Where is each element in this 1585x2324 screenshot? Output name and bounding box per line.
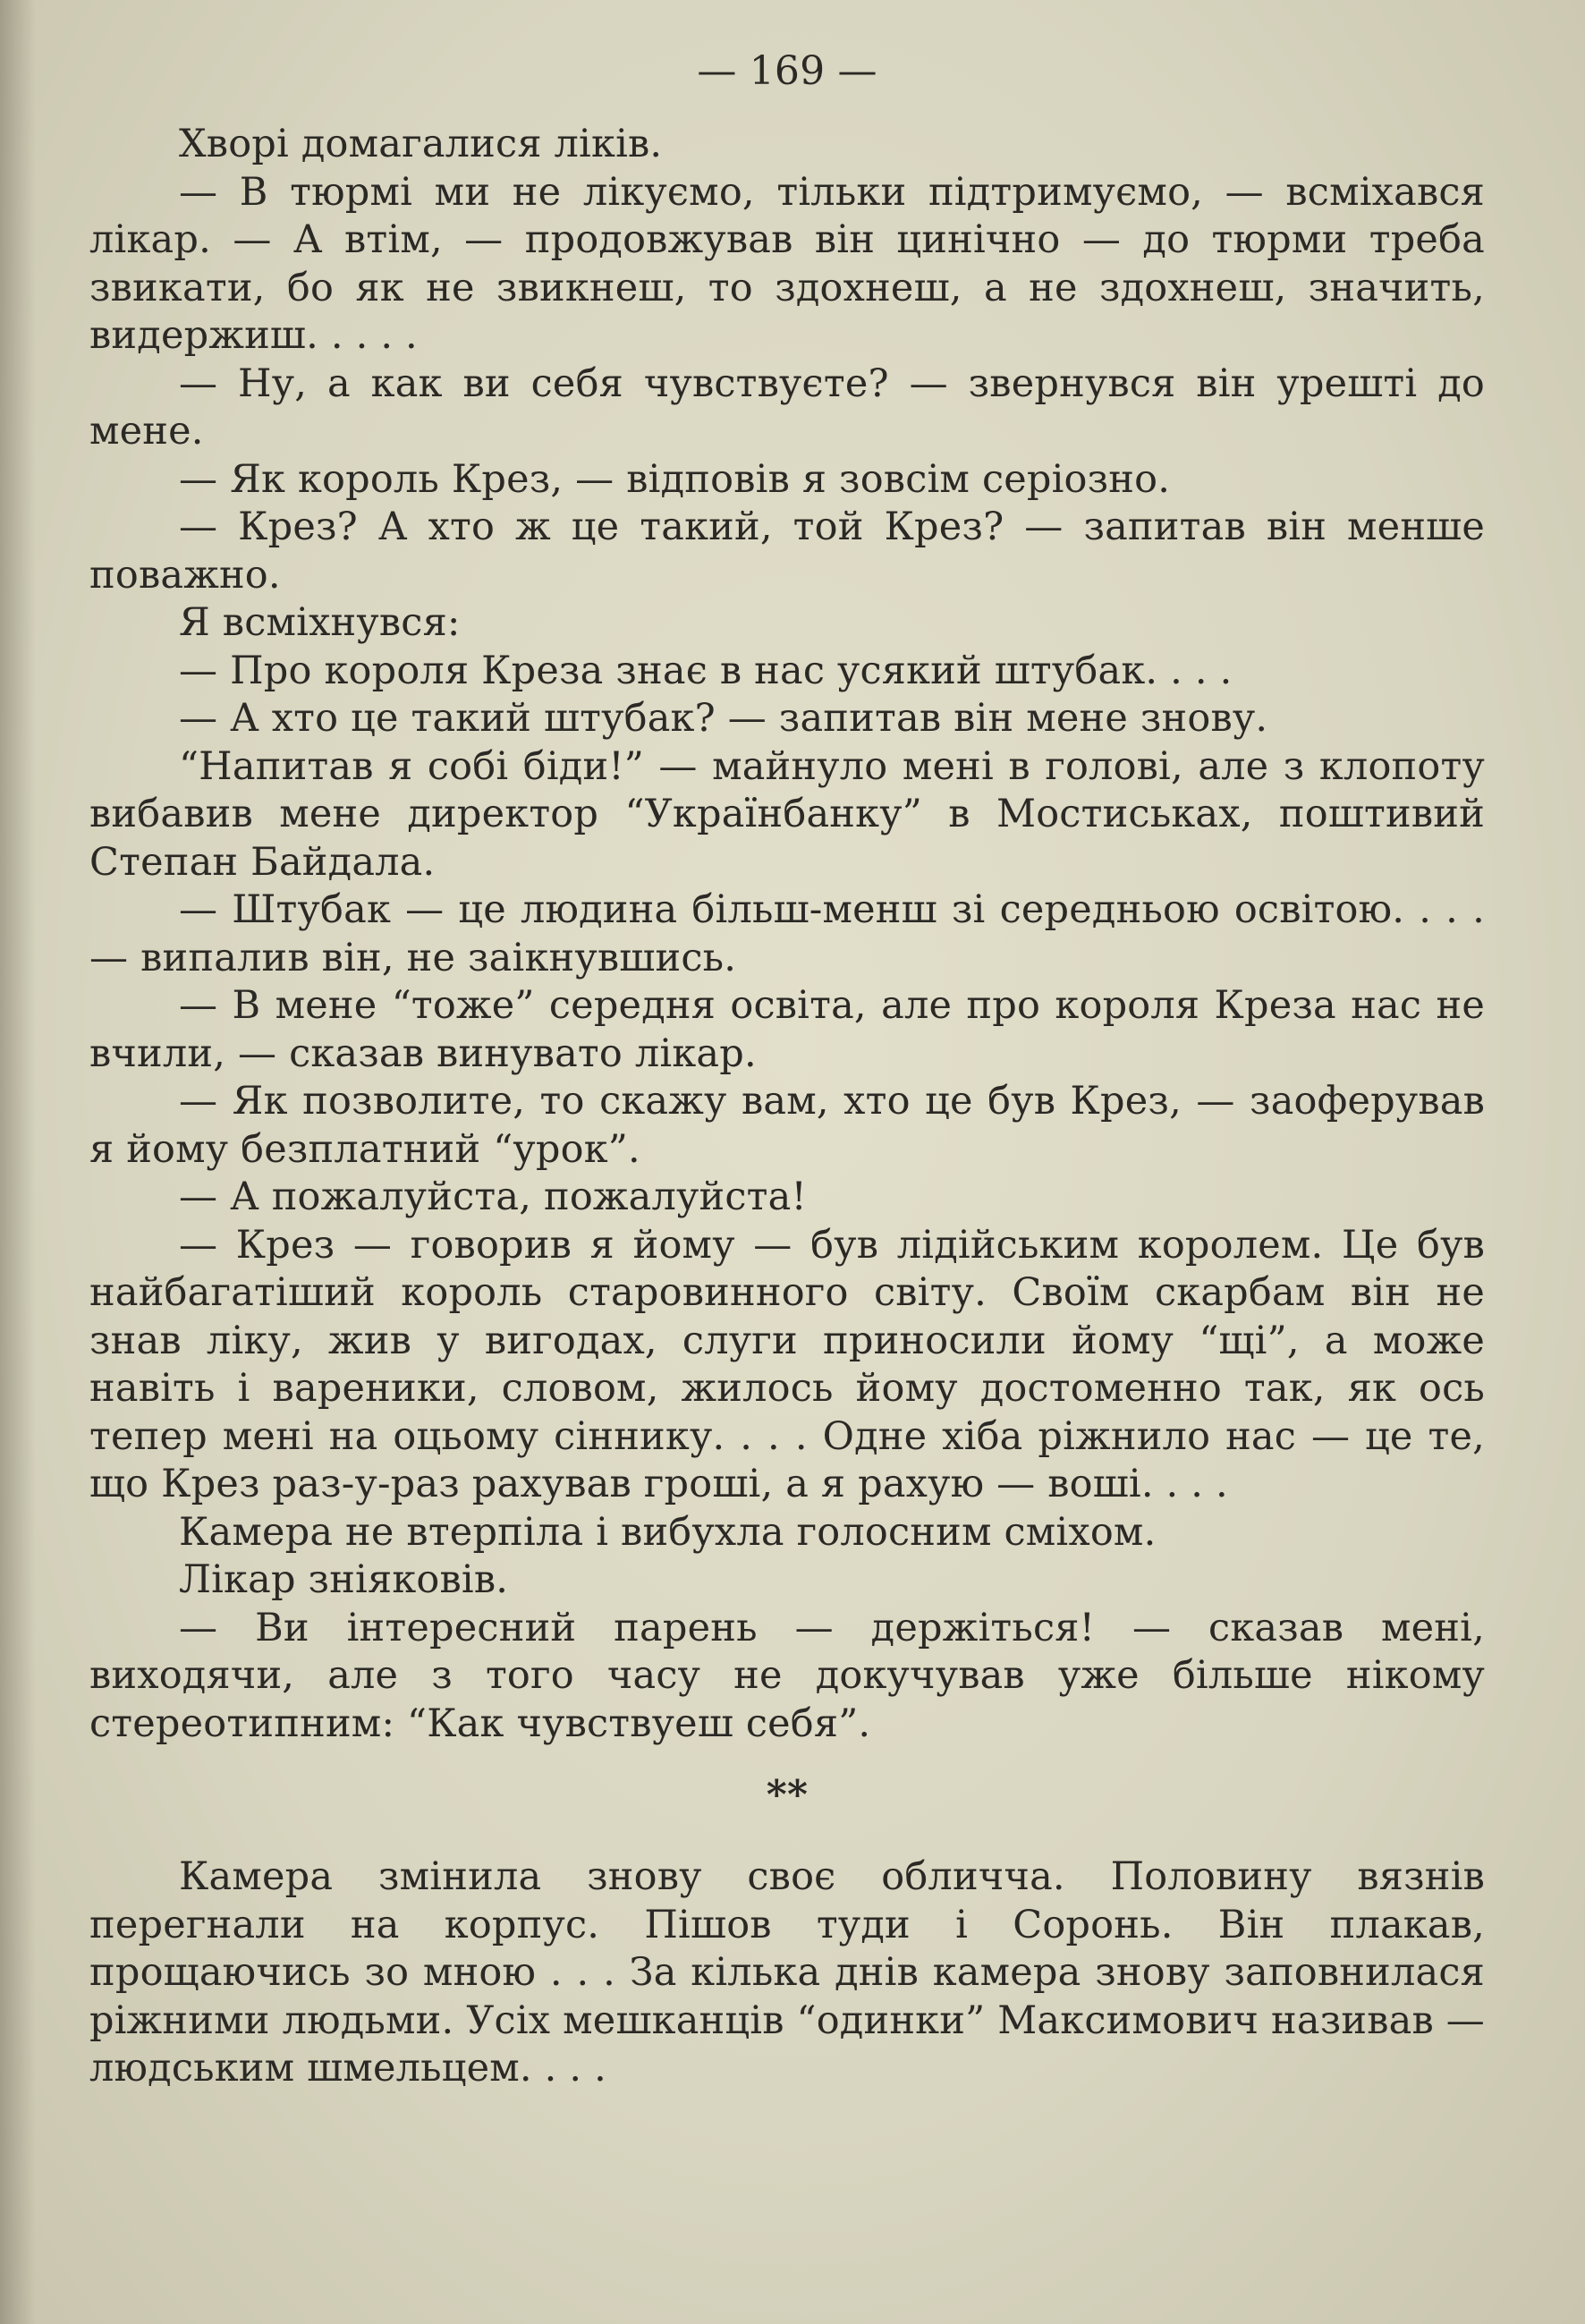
paragraph: — В мене “тоже” середня освіта, але про короля Креза нас не вчили, — сказав винувато лікар. <box>89 983 1485 1076</box>
paragraph: — А пожалуйста, пожалуйста! <box>179 1175 807 1219</box>
paragraph: Лікар зніяковів. <box>179 1557 509 1602</box>
paragraph: — Як король Крез, — відповів я зовсім серіозно. <box>179 456 1171 502</box>
paragraph: Я всміхнувся: <box>179 600 461 645</box>
paragraph: — Ви інтересний парень — держіться! — сказав мені, виходячи, але з того часу не докучував уже більше нікому стереотипним: “Как чувствуеш себя”. <box>89 1605 1485 1746</box>
page-number: — 169 — <box>697 48 877 94</box>
section-separator: ** <box>766 1772 809 1818</box>
paragraph: — Ну, а как ви себя чувствуєте? — звернувся він урешті до мене. <box>89 360 1485 454</box>
paragraph: — Крез — говорив я йому — був лідійським королем. Це був найбагатіший король старовинного світу. Своїм скарбам він не знав ліку, жив у вигодах, слуги приносили йому “щі”, а може навіть і вареники, словом, жилось йому достоменно так, як ось тепер мені на оцьому сіннику. . . . Одне хіба ріжнило нас — це те, що Крез раз-у-раз рахував гроші, а я рахую — воші. . . . <box>89 1222 1485 1506</box>
paragraph: — А хто це такий штубак? — запитав він мене знову. <box>179 696 1268 741</box>
paragraph: Хворі домагалися ліків. <box>179 122 663 166</box>
paragraph: “Напитав я собі біди!” — майнуло мені в голові, але з клопоту вибавив мене директор “Українбанку” в Мостиськах, поштивий Степан Байдала. <box>89 743 1485 885</box>
paragraph: — Крез? А хто ж це такий, той Крез? — запитав він менше поважно. <box>89 505 1485 598</box>
page-gutter-shadow <box>0 0 36 2324</box>
paragraph: Камера не втерпіла і вибухла голосним сміхом. <box>179 1509 1157 1555</box>
text-block <box>89 36 1485 2093</box>
paragraph: — Як позволите, то скажу вам, хто це був Крез, — заоферував я йому безплатний “урок”. <box>89 1079 1485 1172</box>
paragraph: — Штубак — це людина більш-менш зі середньою освітою. . . . — випалив він, не заікнувшись. <box>89 887 1485 980</box>
paragraph: Камера змінила знову своє обличча. Половину вязнів перегнали на корпус. Пішов туди і Соронь. Він плакав, прощаючись зо мною . . . За кілька днів камера знову заповнилася ріжними людьми. Усіх мешканців “одинки” Максимович називав — людським шмельцем. . . . <box>89 1854 1485 2091</box>
paragraph: — Про короля Креза знає в нас усякий штубак. . . . <box>179 648 1233 693</box>
paragraph: — В тюрмі ми не лікуємо, тільки підтримуємо, — всміхався лікар. — А втім, — продовжував він цинічно — до тюрми треба звикати, бо як не звикнеш, то здохнеш, а не здохнеш, значить, видержиш. . . . . <box>89 169 1485 358</box>
